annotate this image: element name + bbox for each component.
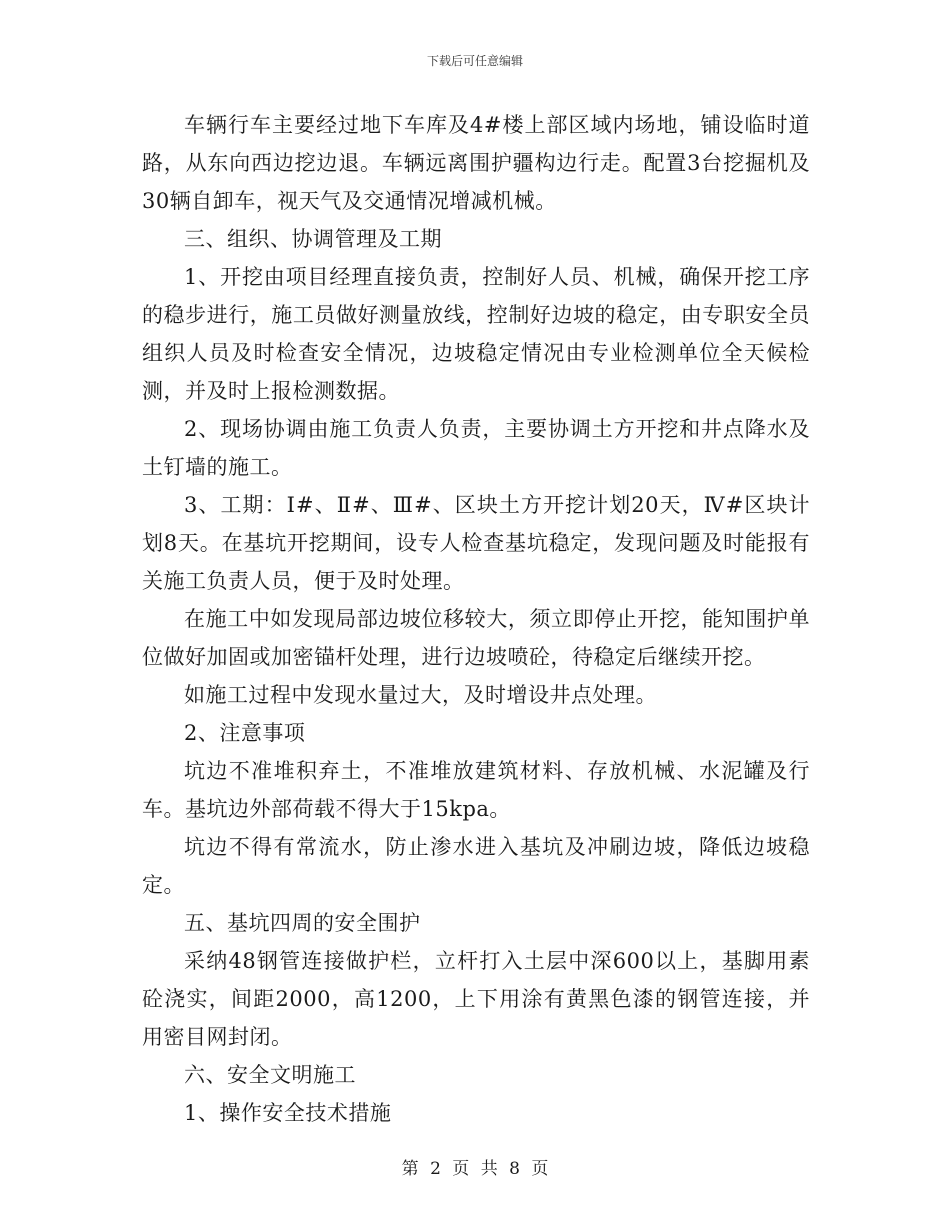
paragraph-excavation-management: 1、开挖由项目经理直接负责，控制好人员、机械，确保开挖工序的稳步进行，施工员做好测量放线，控制好边坡的稳定，由专职安全员组织人员及时检查安全情况，边坡稳定情况由专业检测单位全天候检测，并及时上报检测数据。 (142, 265, 810, 403)
section-heading-organization: 三、组织、协调管理及工期 (184, 227, 442, 251)
paragraph-fence-spec: 采纳48钢管连接做护栏，立杆打入土层中深600以上，基脚用素砼浇实，间距2000，高1200，上下用涂有黄黑色漆的钢管连接，并用密目网封闭。 (142, 949, 810, 1049)
page-header: 下载后可任意编辑 (426, 54, 523, 68)
paragraph-pit-edge-load: 坑边不准堆积弃土，不准堆放建筑材料、存放机械、水泥罐及行车。基坑边外部荷载不得大于15kpa。 (142, 759, 810, 821)
page-number: 第 2 页 共 8 页 (401, 1159, 549, 1179)
paragraph-water-handling: 如施工过程中发现水量过大，及时增设井点处理。 (184, 683, 657, 707)
paragraph-vehicle-route: 车辆行车主要经过地下车库及4#楼上部区域内场地，铺设临时道路，从东向西边挖边退。车辆远离围护疆构边行走。配置3台挖掘机及30辆自卸车，视天气及交通情况增减机械。 (142, 113, 810, 213)
paragraph-site-coordination: 2、现场协调由施工负责人负责，主要协调土方开挖和井点降水及土钉墙的施工。 (142, 417, 810, 479)
subheading-safety-measures: 1、操作安全技术措施 (184, 1101, 392, 1125)
paragraph-pit-edge-water: 坑边不得有常流水，防止渗水进入基坑及冲刷边坡，降低边坡稳定。 (142, 835, 810, 897)
paragraph-slope-displacement: 在施工中如发现局部边坡位移较大，须立即停止开挖，能知围护单位做好加固或加密锚杆处理，进行边坡喷砼，待稳定后继续开挖。 (142, 607, 810, 669)
document-body (142, 106, 810, 1132)
paragraph-schedule: 3、工期：Ⅰ#、Ⅱ#、Ⅲ#、区块土方开挖计划20天，Ⅳ#区块计划8天。在基坑开挖期间，设专人检查基坑稳定，发现问题及时能报有关施工负责人员，便于及时处理。 (142, 493, 810, 593)
subheading-precautions: 2、注意事项 (184, 721, 306, 745)
section-heading-civilized-construction: 六、安全文明施工 (184, 1063, 356, 1087)
section-heading-safety-fence: 五、基坑四周的安全围护 (184, 911, 421, 935)
